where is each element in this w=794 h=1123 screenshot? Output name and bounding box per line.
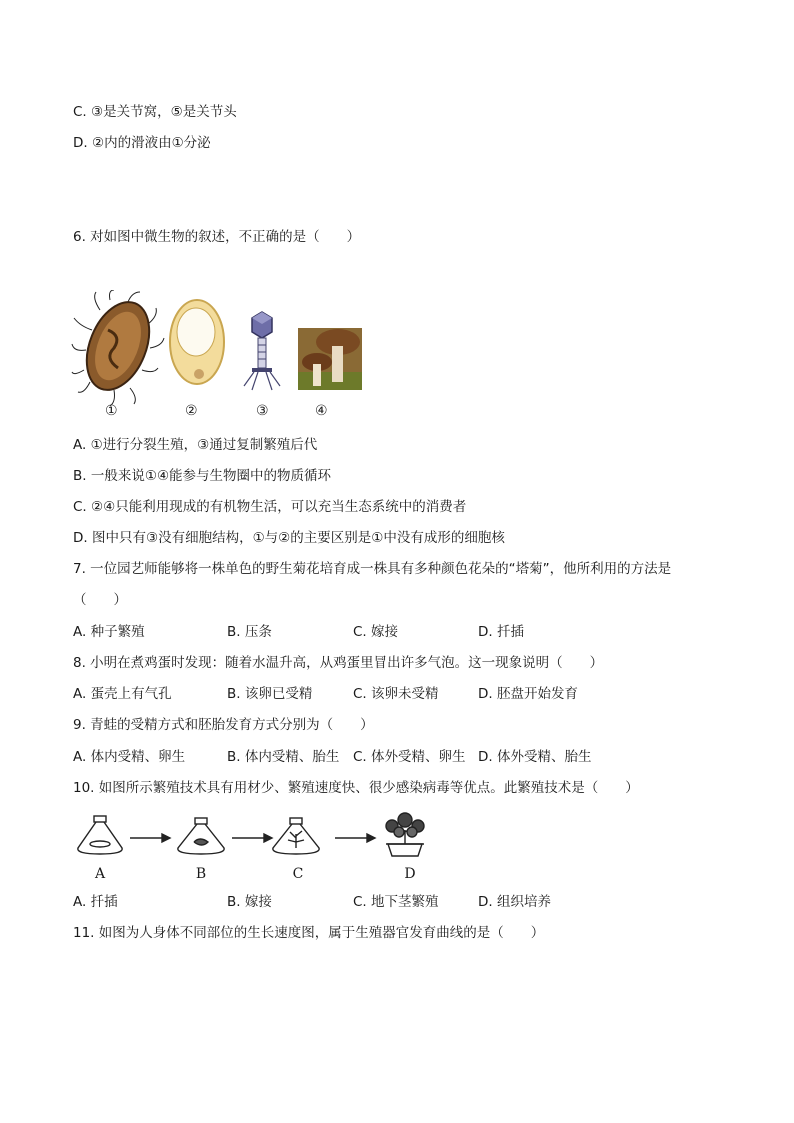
q5-option-d: D. ②内的滑液由①分泌 [73, 135, 211, 151]
q10-option-d: D. 组织培养 [478, 894, 551, 910]
q10-option-a: A. 扦插 [73, 894, 118, 910]
question-6: 6. 对如图中微生物的叙述，不正确的是（ ） [73, 229, 361, 245]
q10-option-c: C. 地下茎繁殖 [353, 894, 439, 910]
flask-a-image [78, 816, 122, 854]
q7-option-a: A. 种子繁殖 [73, 624, 145, 640]
q9-options [73, 748, 713, 766]
q5-option-c: C. ③是关节窝，⑤是关节头 [73, 104, 237, 120]
q8-option-b: B. 该卵已受精 [227, 686, 313, 702]
figure10-label-c: C [292, 866, 304, 882]
q8-option-d: D. 胚盘开始发育 [478, 686, 578, 702]
question-9: 9. 青蛙的受精方式和胚胎发育方式分别为（ ） [73, 717, 374, 733]
bacterium-image [72, 290, 164, 406]
q6-option-d: D. 图中只有③没有细胞结构，①与②的主要区别是①中没有成形的细胞核 [73, 530, 505, 546]
q7-option-c: C. 嫁接 [353, 624, 399, 640]
question-10: 10. 如图所示繁殖技术具有用材少、繁殖速度快、很少感染病毒等优点。此繁殖技术是（ ） [73, 780, 639, 796]
q6-option-c: C. ②④只能利用现成的有机物生活，可以充当生态系统中的消费者 [73, 499, 467, 515]
q8-option-c: C. 该卵未受精 [353, 686, 439, 702]
question-7: 7. 一位园艺师能够将一株单色的野生菊花培育成一株具有多种颜色花朵的“塔菊”，他所利用的方法是 [73, 561, 672, 577]
figure10-label-a: A [94, 866, 106, 882]
figure10-label-d: D [404, 866, 416, 882]
question-7-bracket: （ ） [73, 592, 127, 608]
q7-option-d: D. 扦插 [478, 624, 524, 640]
q9-option-c: C. 体外受精、卵生 [353, 749, 466, 765]
microorganism-figure-svg [70, 290, 370, 422]
mushroom-image [298, 328, 362, 390]
q6-option-b: B. 一般来说①④能参与生物圈中的物质循环 [73, 468, 332, 484]
q10-option-b: B. 嫁接 [227, 894, 272, 910]
q7-options [73, 623, 713, 641]
bacteriophage-image [244, 312, 280, 390]
flask-b-image [178, 818, 224, 854]
figure6-label-3: ③ [256, 403, 269, 419]
q6-option-a: A. ①进行分裂生殖，③通过复制繁殖后代 [73, 437, 318, 453]
q9-option-b: B. 体内受精、胎生 [227, 749, 340, 765]
q9-option-d: D. 体外受精、胎生 [478, 749, 592, 765]
flask-c-image [273, 818, 319, 854]
q8-option-a: A. 蛋壳上有气孔 [73, 686, 172, 702]
yeast-image [170, 300, 224, 384]
q7-option-b: B. 压条 [227, 624, 272, 640]
potted-plant-image [386, 813, 424, 856]
q9-option-a: A. 体内受精、卵生 [73, 749, 186, 765]
figure6-label-1: ① [105, 403, 118, 419]
figure6-label-2: ② [185, 403, 198, 419]
q10-options [73, 893, 713, 911]
figure6-label-4: ④ [315, 403, 328, 419]
question-8: 8. 小明在煮鸡蛋时发现：随着水温升高，从鸡蛋里冒出许多气泡。这一现象说明（ ） [73, 655, 604, 671]
figure10-label-b: B [195, 866, 207, 882]
tissue-culture-figure [70, 812, 430, 886]
tissue-culture-figure-svg [70, 812, 430, 886]
microorganism-figure [70, 290, 370, 422]
q8-options [73, 685, 713, 703]
question-11: 11. 如图为人身体不同部位的生长速度图，属于生殖器官发育曲线的是（ ） [73, 925, 545, 941]
